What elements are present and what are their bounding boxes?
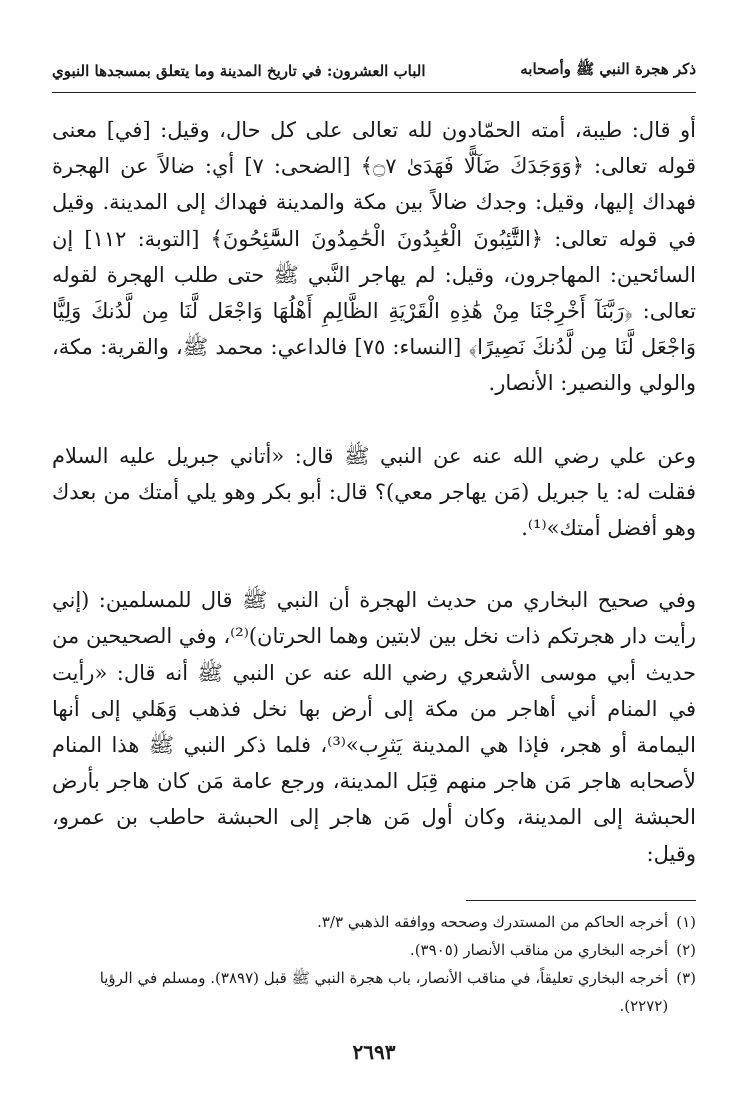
paragraph-2: وعن علي رضي الله عنه عن النبي ﷺ قال: «أتاني جبريل عليه السلام فقلت له: يا جبريل (مَن يهاجر معي)؟ قال: أبو بكر وهو يلي أمتك من بعدك وهو أفضل أمتك»⁽¹⁾. [52,443,696,541]
paragraph-spacer [52,402,696,438]
footnote-item [52,936,696,964]
header-section-title: الباب العشرون: في تاريخ المدينة وما يتعلق بمسجدها النبوي [52,62,426,80]
header-chapter-title: ذكر هجرة النبي ﷺ وأصحابه [520,60,696,78]
footnote-text: أخرجه البخاري تعليقاً، في مناقب الأنصار، باب هجرة النبي ﷺ قبل (٣٨٩٧). ومسلم في الرؤيا (٢٢٧٢). [99,969,669,1015]
footnote-number: (١) [676,913,696,931]
footnotes [52,908,696,1020]
paragraph-3: وفي صحيح البخاري من حديث الهجرة أن النبي ﷺ قال للمسلمين: (إني رأيت دار هجرتكم ذات نخل بين لابتين وهما الحرتان)⁽²⁾، وفي الصحيحين من حديث أبي موسى الأشعري رضي الله عنه عن النبي ﷺ أنه قال: «رأيت في المنام أني أهاجر من مكة إلى أرض بها نخل فذهب وَهَلي إلى أنها اليمامة أو هجر، فإذا هي المدينة يَثرِب»⁽³⁾، فلما ذكر النبي ﷺ هذا المنام لأصحابه هاجر مَن هاجر منهم قِبَل المدينة، ورجع عامة مَن كان هاجر بأرض الحبشة إلى المدينة، وكان أول مَن هاجر إلى الحبشة حاطب بن عمرو، وقيل: [52,588,697,866]
footnote-item [52,908,696,936]
running-header [52,56,696,86]
paragraph-1: أو قال: طيبة، أمته الحمّادون لله تعالى على كل حال، وقيل: [في] معنى قوله تعالى: ﴿وَوَجَدَكَ ضَآلًّا فَهَدَىٰ ۝٧﴾ [الضحى: ٧] أي: ضالاً عن الهجرة فهداك إليها، وقيل: وجدك ضالاً بين مكة والمدينة فهداك إلى المدينة. وقيل في قوله تعالى: ﴿التَّٰٓئِبُونَ الْعَٰبِدُونَ الْحَٰمِدُونَ السَّٰٓئِحُونَ﴾ [التوبة: ١١٢] إن السائحين: المهاجرون، وقيل: لم يهاجر النَّبي ﷺ حتى طلب الهجرة لقوله تعالى: ﴿رَبَّنَآ أَخْرِجْنَا مِنْ هَٰذِهِ الْقَرْيَةِ الظَّالِمِ أَهْلُهَا وَاجْعَل لَّنَا مِن لَّدُنكَ وَلِيًّا وَاجْعَل لَّنَا مِن لَّدُنكَ نَصِيرًا﴾ [النساء: ٧٥] فالداعي: محمد ﷺ، والقرية: مكة، والولي والنصير: الأنصار. [52,118,696,396]
footnote-item [52,964,696,1020]
footnote-divider [466,900,696,901]
footnote-number: (٢) [676,941,696,959]
header-divider [52,92,696,93]
paragraph-spacer [52,546,696,582]
footnote-number: (٣) [676,969,696,987]
footnote-text: أخرجه البخاري من مناقب الأنصار (٣٩٠٥). [409,941,669,959]
page-number: ٢٦٩٣ [352,1040,396,1064]
footnote-text: أخرجه الحاكم من المستدرك وصححه ووافقه الذهبي ٣/٣. [317,913,669,931]
main-text [52,112,696,872]
